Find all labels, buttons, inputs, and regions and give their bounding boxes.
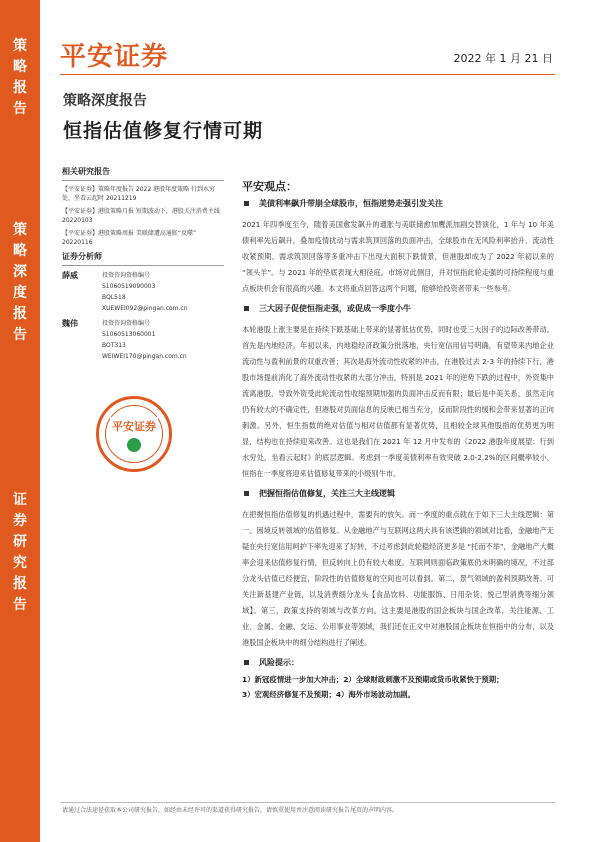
header-divider [60,74,555,75]
sidebar-char: 深 [13,264,27,280]
risk-heading-text: 风险提示： [259,658,299,667]
footer-divider [60,802,555,803]
main-content [242,178,554,702]
sidebar-char: 告 [13,327,27,343]
sidebar-label-strategy-report [0,36,40,120]
related-report-item[interactable]: 【平安证券】策略年度报告 2022 港股年度策略 行到水穷处，坐看云起时 20211219 [62,186,215,202]
sidebar-char: 研 [13,534,27,550]
analyst-name: 魏伟 [62,319,78,328]
body-paragraph: 在把握恒指估值修复的机遇过程中，需要有的放矢。而一季度的重点就在于如下三大主线逻辑：第一、困境反转领域的估值修复。从金融地产与互联网这两大具有该逻辑的领域对比看，金融地产无疑在央行宽信用呵护下率先迎来了好转，不过考虑到此轮稳经济更多是 “托而不举”，金融地产大概率会迎来估值修复行情，但反转向上仍有较大难度。互联网则面临政策底仍未明确的境况，不过部分龙头估值已经便宜，阶段性的估值修复的空间也可以看到。第二，景气领域的盈利预期改善。可关注新基建产业链，以及消费细分龙头【食品饮料、功能服饰、日用杂货、悦己型消费等细分领域】。第三，政策支持的领域与改革方向。这主要是港股的国企板块与国企改革，关注能源、工业、金属、金融、交运、公用事业等领域，我们还在正文中对港股国企板块在恒指中的分布，以及港股国企板块中的细分结构进行了阐述。 [242,510,554,647]
analyst-info-line: BQL518 [102,294,126,301]
section-heading-text: 美债利率飙升带崩全球股市，恒指逆势走强引发关注 [259,199,443,208]
analyst-info-line: BOT313 [102,342,126,349]
analyst-info-line: 投资咨询资格编号 [102,272,151,279]
sidebar-char: 略 [13,243,27,259]
analyst-entry [62,270,224,314]
analyst-info [102,270,188,314]
bullet-square-icon [244,491,249,496]
analyst-info-line: S1060513060001 [102,331,156,338]
report-date: 2022 年 1 月 21 日 [453,52,553,65]
section-divider [62,180,224,181]
bullet-square-icon [244,201,249,206]
sidebar-char: 报 [13,80,27,96]
analyst-name: 薛威 [62,271,78,280]
section-heading-text: 把握恒指估值修复，关注三大主线逻辑 [259,489,395,498]
bullet-square-icon [244,306,249,311]
sidebar-char: 度 [13,285,27,301]
seal-emblem-icon [127,438,141,452]
sidebar-char: 告 [13,101,27,117]
sidebar-char: 告 [13,597,27,613]
sidebar-char: 策 [13,222,27,238]
sidebar-char: 策 [13,38,27,54]
sidebar-char: 报 [13,306,27,322]
related-research-title: 相关研究报告 [62,167,110,176]
seal-inner-ring [105,405,163,463]
page-title: 恒指估值修复行情可期 [63,120,264,142]
section-heading [242,488,554,499]
analysts-title: 证券分析师 [62,252,102,261]
analyst-info-line: 投资咨询资格编号 [102,320,151,327]
body-paragraph: 本轮港股上涨主要是在持续下跌基础上带来的显著低估优势，同时也受三大因子的边际改善带动。首先是内地经济。年初以来，内地稳经济政策分批落地，央行宽信用信号明确，有望带来内地企业流动性与盈利前景的双重改善；其次是海外流动性收紧的冲击，在港股过去 2-3 年的持续下行，港股市场提前消化了海外流动性收紧的大部分冲击，特别是 2021 年的逆势下跌的过程中，外资集中流离港股，导致外资受此轮流动性收缩预期加强的负面冲击反而有限；最后是中美关系，虽然走向仍有较大的不确定性，但港股对负面信息的反映已相当充分，反而阶段性的缓和会带来显著的正向刺激。另外，恒生指数的绝对估值与相对估值都有显著优势，且相较全球其他股指的优势更为明显，结构也在持续迎来改善。这也是我们在 2021 年 12 月中发布的《2022 港股年度展望：行到水穷处，坐看云起时》的底层逻辑。考虑到一季度美债利率有效突破 2.0-2.2%的区间概率较小，恒指在一季度将迎来估值修复带来的小级别牛市。 [242,325,554,478]
company-seal-stamp [96,396,172,472]
footer-disclaimer: 请通过合法途径获取本公司研究报告，如经由未经许可的渠道获得研究报告，请慎重使用并注意阅读研究报告尾页的声明内容。 [62,807,399,814]
section-heading-text: 三大因子促使恒指走强，或促成一季度小牛 [259,304,411,313]
left-column [62,166,224,366]
section-heading [242,198,554,209]
bullet-square-icon [244,660,249,665]
company-logo: 平安证券 [60,42,169,72]
sidebar-label-strategy-depth-report [0,220,40,346]
sidebar-char: 报 [13,576,27,592]
related-report-item[interactable]: 【平安证券】港股策略周报 美联储遭高通胀“反噬” 20220116 [62,230,197,246]
sidebar-char: 券 [13,513,27,529]
section-divider [62,265,224,266]
section-heading [242,303,554,314]
seal-text: 平安证券 [110,417,158,435]
sidebar-char: 证 [13,492,27,508]
related-report-item[interactable]: 【平安证券】港股策略月报 短期波动下，港股关注消费主线 20220103 [62,208,220,224]
risk-heading [242,657,554,668]
brand-sidebar [0,0,40,842]
risk-item: 3）宏观经济修复不及预期；4）海外市场波动加剧。 [242,690,415,699]
sidebar-char: 究 [13,555,27,571]
sidebar-label-securities-research-report [0,490,40,616]
analyst-email[interactable]: WEIWEI170@pingan.com.cn [102,353,187,360]
analyst-entry [62,318,224,362]
body-paragraph: 2021 年四季度至今，随着美国愈发飙升的通胀与美联储愈加鹰派加剧交替演化，1 年与 10 年美债利率先后飙升，叠加疫情扰动与需求筑顶回落的负面冲击，全球股市在无风险利率抬升、流动性收紧预期、需求筑顶回落等多重冲击下出现大面积下跌情景，但港股却成为了 2022 年初以来的 “领头羊”。与 2021 年的垫底表现大相径庭。市场对此侧目，并对恒指此轮走强的可持续程度与重点板块机会有很高的兴趣。本文将重点回答这两个问题，能够给投资者带来一些参考。 [242,220,554,293]
view-title: 平安观点： [242,180,297,193]
analyst-info-line: S1060519090003 [102,283,156,290]
report-type: 策略深度报告 [63,93,147,109]
risk-item: 1）新冠疫情进一步加大冲击；2）全球财政刺激不及预期或货币收紧快于预期； [242,675,504,684]
analyst-info [102,318,187,362]
analyst-email[interactable]: XUEWEI092@pingan.com.cn [102,305,188,312]
sidebar-char: 略 [13,59,27,75]
